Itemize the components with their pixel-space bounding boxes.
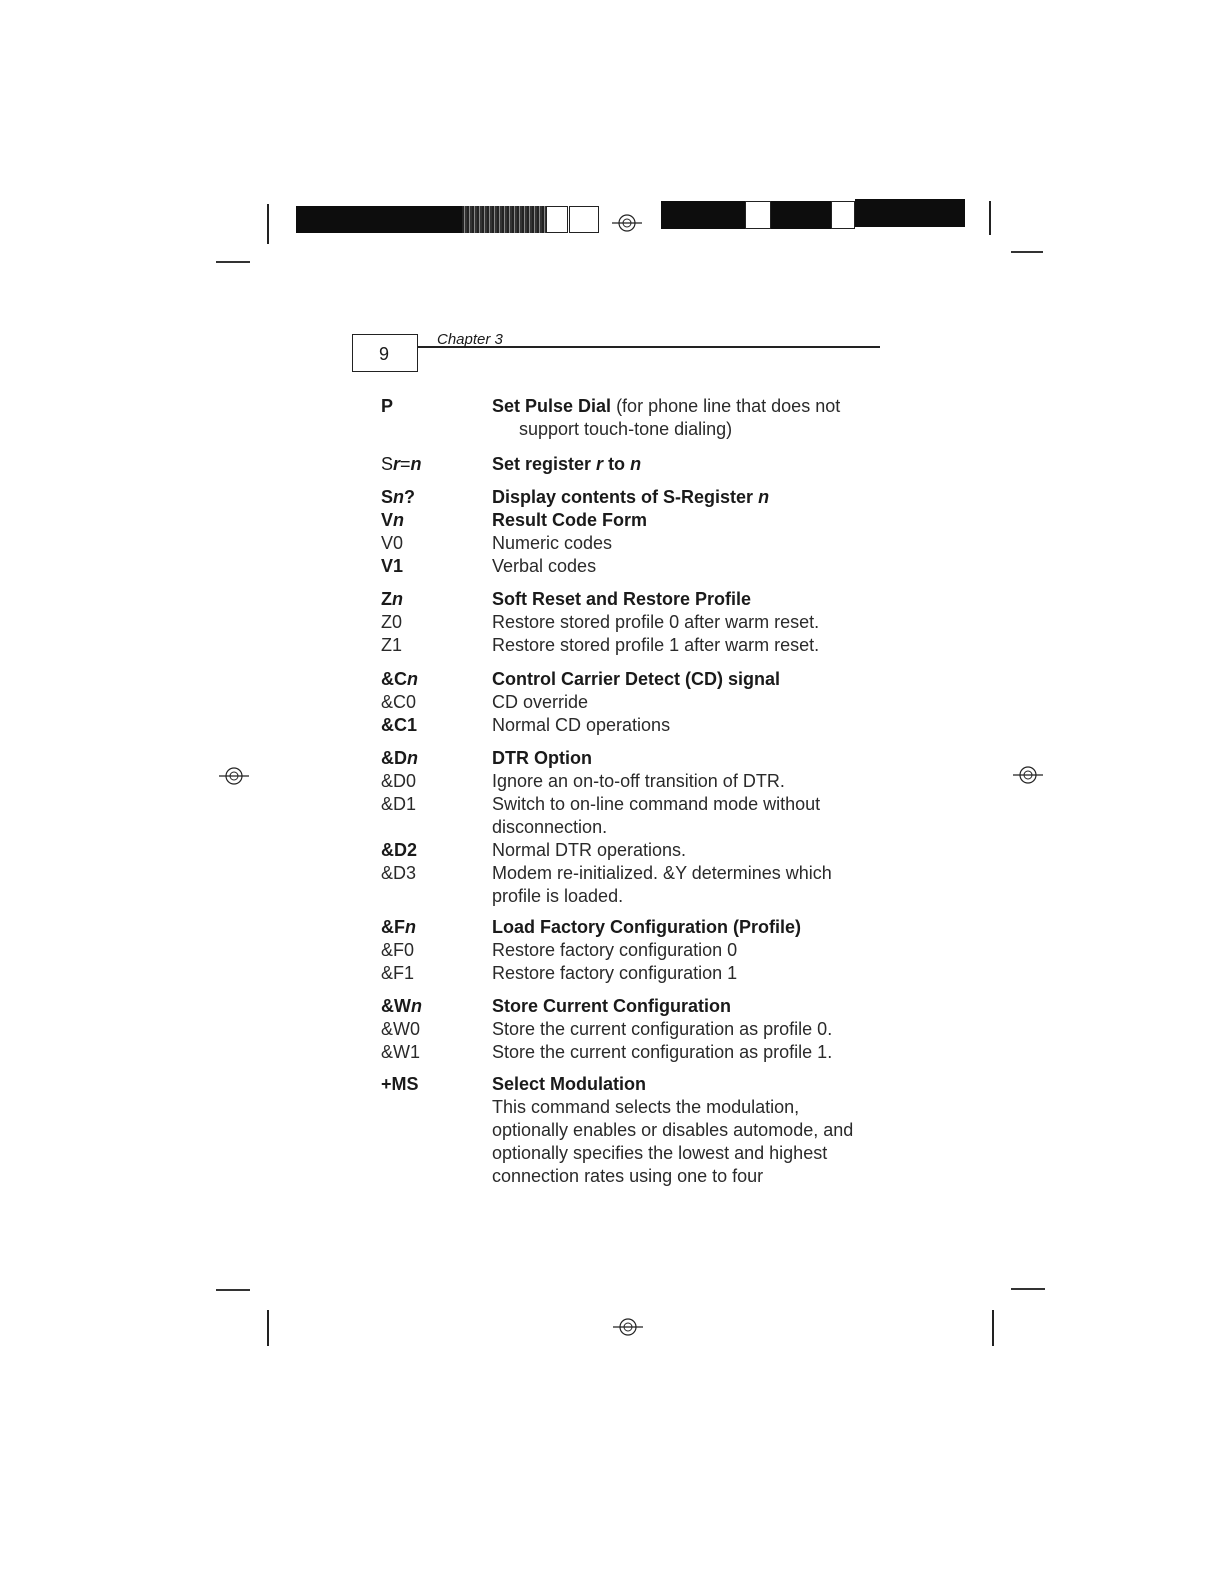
- option-text: Switch to on-line command mode without: [492, 794, 821, 814]
- command-code: Sn?: [381, 487, 416, 507]
- option-text: Restore factory configuration 1: [492, 963, 738, 983]
- command-entry-sn: [381, 486, 881, 578]
- description-line: This command selects the modulation,: [492, 1097, 800, 1117]
- option-code: V0: [381, 533, 404, 553]
- registration-target-icon: [613, 1316, 643, 1338]
- option-code: Z0: [381, 612, 403, 632]
- option-code: &D1: [381, 794, 417, 814]
- option-text: Restore stored profile 1 after warm reset.: [492, 635, 820, 655]
- command-title: Store Current Configuration: [492, 996, 731, 1016]
- command-code: &Fn: [381, 917, 416, 937]
- option-text-cont: profile is loaded.: [492, 886, 624, 906]
- command-title: Set register r to n: [492, 454, 642, 474]
- option-code: &F1: [381, 963, 415, 983]
- option-code: Z1: [381, 635, 403, 655]
- option-text: Modem re-initialized. &Y determines which: [492, 863, 832, 883]
- command-code: &Cn: [381, 669, 418, 689]
- command-entry-z: [381, 588, 881, 657]
- command-entry-sr: [381, 453, 881, 476]
- command-code: P: [381, 396, 394, 416]
- crop-mark-bottom-right: [992, 1310, 994, 1346]
- option-text: Store the current configuration as profile 0.: [492, 1019, 833, 1039]
- crop-mark-right-top: [1011, 251, 1043, 253]
- command-code: Sr=n: [381, 454, 422, 474]
- command-code: Zn: [381, 589, 403, 609]
- registration-target-icon: [1013, 764, 1043, 786]
- crop-mark-top-right: [989, 201, 991, 235]
- command-title: DTR Option: [492, 748, 592, 768]
- description-line: optionally specifies the lowest and highest: [492, 1143, 828, 1163]
- command-entry-f: [381, 916, 881, 985]
- option-code: &F0: [381, 940, 415, 960]
- option-text: Normal DTR operations.: [492, 840, 687, 860]
- option-text: Restore stored profile 0 after warm reset.: [492, 612, 820, 632]
- command-title: Display contents of S-Register n: [492, 487, 770, 507]
- option-code: V1: [381, 556, 404, 576]
- registration-target-icon: [219, 765, 249, 787]
- command-title: Control Carrier Detect (CD) signal: [492, 669, 781, 689]
- command-title: Set Pulse Dial: [492, 396, 612, 416]
- option-text-cont: disconnection.: [492, 817, 608, 837]
- command-code: &Wn: [381, 996, 422, 1016]
- command-title-note: (for phone line that does not: [611, 396, 841, 416]
- command-entry-w: [381, 995, 881, 1064]
- chapter-label: Chapter 3: [437, 331, 503, 348]
- option-text: Store the current configuration as profile 1.: [492, 1042, 833, 1062]
- option-code: &C0: [381, 692, 417, 712]
- option-text: CD override: [492, 692, 589, 712]
- option-code: &W1: [381, 1042, 421, 1062]
- page-number: 9: [379, 344, 390, 364]
- option-code: &D3: [381, 863, 417, 883]
- crop-mark-bottom-left: [267, 1310, 269, 1346]
- description-line: connection rates using one to four: [492, 1166, 764, 1186]
- crop-mark-left-top: [216, 261, 250, 263]
- command-title-note-cont: support touch-tone dialing): [519, 419, 733, 439]
- command-entry-c: [381, 668, 881, 737]
- command-entry-d: [381, 747, 881, 908]
- description-line: optionally enables or disables automode, and: [492, 1120, 854, 1140]
- option-code: &C1: [381, 715, 418, 735]
- option-text: Verbal codes: [492, 556, 597, 576]
- option-code: &D0: [381, 771, 417, 791]
- crop-mark-left-bottom: [216, 1289, 250, 1291]
- option-text: Numeric codes: [492, 533, 613, 553]
- option-code: &W0: [381, 1019, 421, 1039]
- command-title: Soft Reset and Restore Profile: [492, 589, 752, 609]
- command-entry-p: [381, 395, 881, 441]
- option-text: Normal CD operations: [492, 715, 671, 735]
- command-code: +MS: [381, 1074, 419, 1094]
- registration-target-icon: [612, 212, 642, 234]
- command-title: Select Modulation: [492, 1074, 647, 1094]
- crop-mark-top-left: [267, 204, 269, 244]
- crop-mark-right-bottom: [1011, 1288, 1045, 1290]
- option-code: &D2: [381, 840, 418, 860]
- option-text: Restore factory configuration 0: [492, 940, 738, 960]
- command-code: &Dn: [381, 748, 418, 768]
- command-entry-ms: [381, 1073, 881, 1188]
- command-title: Load Factory Configuration (Profile): [492, 917, 801, 937]
- page-number-box: [352, 334, 418, 372]
- option-text: Ignore an on-to-off transition of DTR.: [492, 771, 785, 791]
- command-title: Result Code Form: [492, 510, 648, 530]
- command-code: Vn: [381, 510, 405, 530]
